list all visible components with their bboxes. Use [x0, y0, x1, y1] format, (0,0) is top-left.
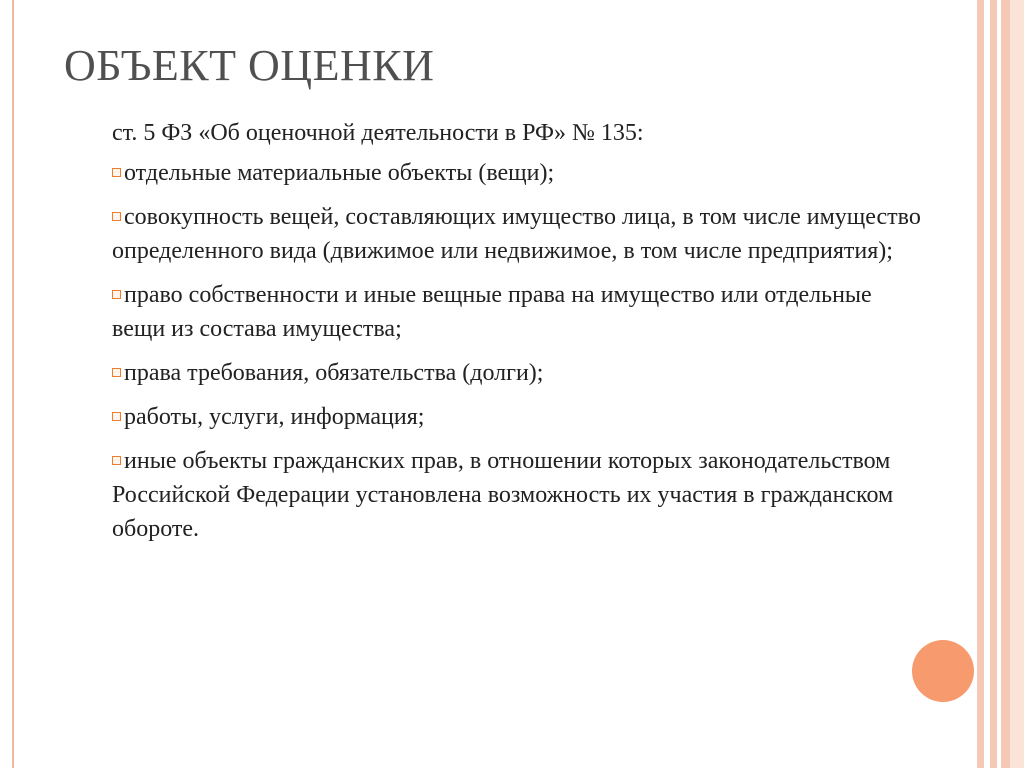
square-bullet-icon — [112, 168, 121, 177]
list-item-text: иные объекты гражданских прав, в отношении которых законодательством Российской Федерации установлена возможность их участия в гражданском обороте. — [112, 448, 894, 542]
right-stripe-light — [1010, 0, 1024, 768]
slide-title: ОБЪЕКТ ОЦЕНКИ — [64, 41, 435, 90]
list-item-text: права требования, обязательства (долги); — [124, 360, 544, 386]
list-item — [112, 400, 922, 434]
list-item — [112, 356, 922, 390]
square-bullet-icon — [112, 456, 121, 465]
square-bullet-icon — [112, 412, 121, 421]
slide-content — [112, 116, 922, 556]
list-item-text: работы, услуги, информация; — [124, 404, 425, 430]
right-stripe — [977, 0, 984, 768]
list-item — [112, 200, 922, 268]
list-item — [112, 156, 922, 190]
left-border-line — [12, 0, 14, 768]
decorative-circle — [912, 640, 974, 702]
list-item-text: совокупность вещей, составляющих имущество лица, в том числе имущество определенного вида (движимое или недвижимое, в том числе предприятия); — [112, 204, 921, 264]
list-item-text: право собственности и иные вещные права на имущество или отдельные вещи из состава имущества; — [112, 282, 872, 342]
list-item — [112, 278, 922, 346]
right-stripe — [1001, 0, 1010, 768]
list-item-text: отдельные материальные объекты (вещи); — [124, 160, 555, 186]
list-item — [112, 444, 922, 546]
square-bullet-icon — [112, 368, 121, 377]
right-stripe — [990, 0, 997, 768]
square-bullet-icon — [112, 290, 121, 299]
intro-text: ст. 5 ФЗ «Об оценочной деятельности в РФ» № 135: — [112, 120, 644, 146]
square-bullet-icon — [112, 212, 121, 221]
